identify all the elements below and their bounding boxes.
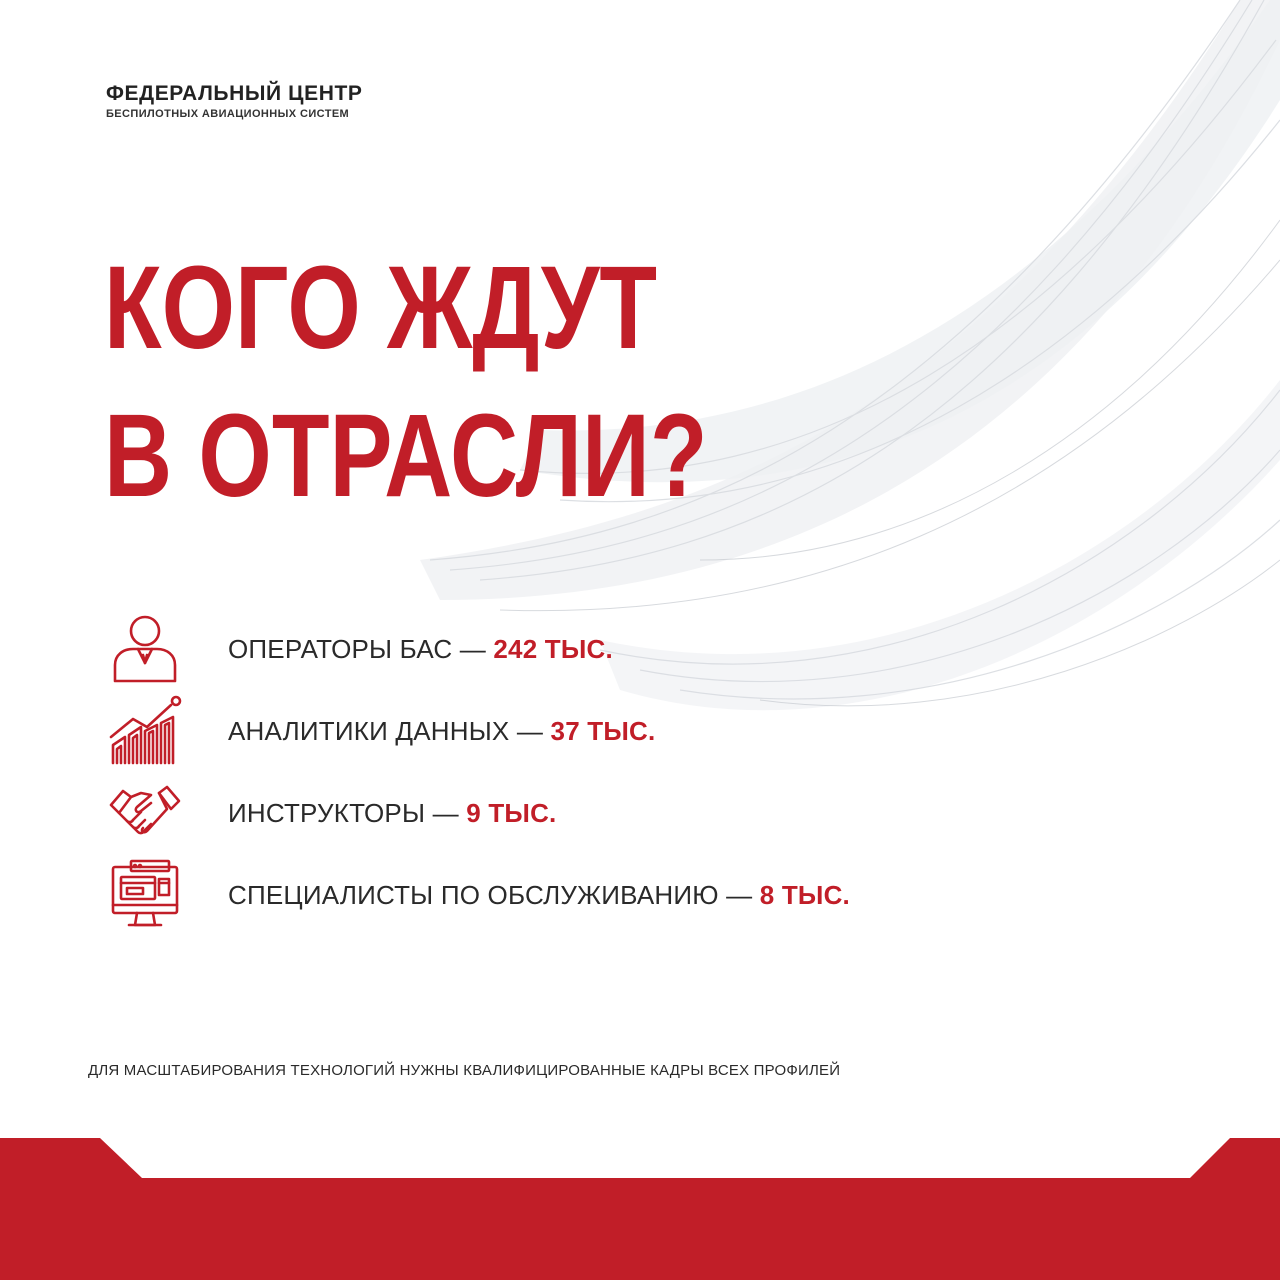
stat-label: ИНСТРУКТОРЫ — — [228, 797, 467, 828]
stat-text — [228, 634, 613, 665]
stat-row-analysts — [100, 690, 1000, 772]
stat-label: АНАЛИТИКИ ДАННЫХ — — [228, 715, 551, 746]
stat-value: 37 ТЫС. — [550, 715, 656, 746]
headline — [104, 234, 804, 530]
stat-value: 9 ТЫС. — [466, 797, 557, 828]
stat-row-operators — [100, 608, 1000, 690]
handshake-icon — [100, 772, 190, 854]
demand-stats-list — [100, 608, 1000, 936]
organization-logo-text — [106, 82, 466, 121]
stat-text — [228, 880, 850, 911]
computer-monitor-icon — [100, 854, 190, 936]
stat-text — [228, 716, 655, 747]
stat-value: 8 ТЫС. — [759, 879, 850, 910]
stat-row-instructors — [100, 772, 1000, 854]
stat-label: ОПЕРАТОРЫ БАС — — [228, 633, 494, 664]
stat-value: 242 ТЫС. — [493, 633, 613, 664]
footnote: ДЛЯ МАСШТАБИРОВАНИЯ ТЕХНОЛОГИЙ НУЖНЫ КВАЛИФИЦИРОВАННЫЕ КАДРЫ ВСЕХ ПРОФИЛЕЙ — [88, 1062, 841, 1079]
stat-row-maintenance — [100, 854, 1000, 936]
growth-chart-icon — [100, 690, 190, 772]
organization-subtitle: БЕСПИЛОТНЫХ АВИАЦИОННЫХ СИСТЕМ — [106, 108, 350, 120]
organization-name: ФЕДЕРАЛЬНЫЙ ЦЕНТР — [106, 82, 363, 105]
headline-line-2: В ОТРАСЛИ? — [104, 390, 708, 522]
headline-line-1: КОГО ЖДУТ — [104, 242, 658, 374]
operator-person-icon — [100, 608, 190, 690]
bottom-red-band — [0, 1138, 1280, 1280]
stat-label: СПЕЦИАЛИСТЫ ПО ОБСЛУЖИВАНИЮ — — [228, 879, 760, 910]
stat-text — [228, 798, 556, 829]
